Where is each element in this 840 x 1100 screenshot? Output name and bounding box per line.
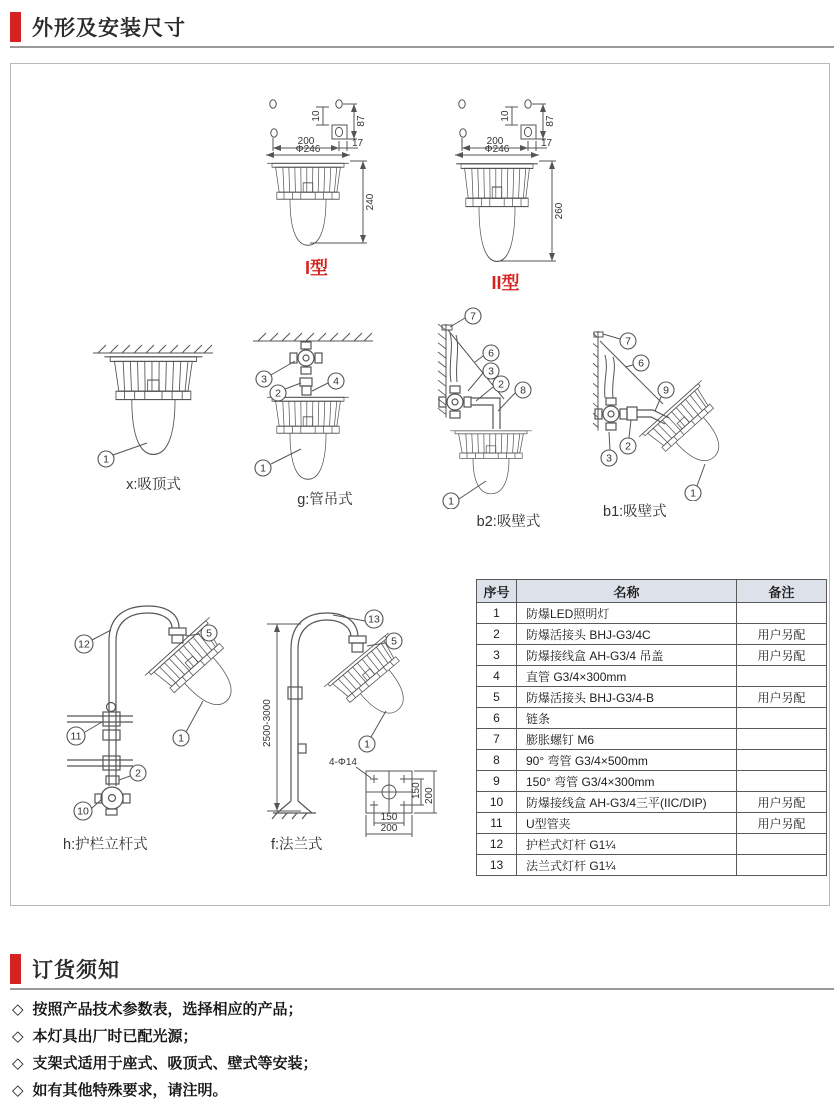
svg-text:150: 150 xyxy=(411,782,422,799)
diamond-bullet: ◇ xyxy=(12,1082,24,1099)
cell-no: 12 xyxy=(477,834,517,855)
table-row xyxy=(477,645,827,666)
callout-1 xyxy=(255,449,301,476)
callout-7 xyxy=(603,333,636,349)
col-header-no: 序号 xyxy=(477,580,517,603)
cell-name: 防爆活接头 BHJ-G3/4-B xyxy=(517,687,737,708)
cell-remark xyxy=(737,771,827,792)
cell-no: 7 xyxy=(477,729,517,750)
cell-no: 9 xyxy=(477,771,517,792)
svg-text:9: 9 xyxy=(663,384,669,397)
svg-text:10: 10 xyxy=(500,110,511,122)
callout-2 xyxy=(119,765,146,781)
cell-no: 11 xyxy=(477,813,517,834)
type2-dimension-drawing xyxy=(433,83,578,273)
svg-text:5: 5 xyxy=(391,635,397,648)
callout-7 xyxy=(450,308,481,327)
svg-text:1: 1 xyxy=(448,495,454,508)
callout-10 xyxy=(74,800,101,820)
cell-remark xyxy=(737,750,827,771)
svg-text:3: 3 xyxy=(261,373,267,386)
pipe-mount-drawing xyxy=(239,331,411,486)
table-row xyxy=(477,792,827,813)
table-row xyxy=(477,834,827,855)
svg-text:4-Φ14: 4-Φ14 xyxy=(329,757,357,768)
callout-3 xyxy=(601,432,617,466)
figure-ceiling-mount xyxy=(71,339,236,494)
callout-12 xyxy=(75,630,111,653)
svg-text:200: 200 xyxy=(424,787,435,804)
table-row xyxy=(477,603,827,624)
cell-name: 150° 弯管 G3/4×300mm xyxy=(517,771,737,792)
svg-text:2: 2 xyxy=(135,767,141,780)
svg-text:2: 2 xyxy=(275,387,281,400)
cell-name: 膨胀螺钉 M6 xyxy=(517,729,737,750)
callout-6 xyxy=(625,355,649,371)
cell-name: 防爆活接头 BHJ-G3/4C xyxy=(517,624,737,645)
svg-text:3: 3 xyxy=(606,452,612,465)
note-text: 如有其他特殊要求，请注明。 xyxy=(32,1082,228,1099)
type1-dimension-drawing xyxy=(244,83,389,258)
svg-text:200: 200 xyxy=(380,823,398,834)
cell-remark xyxy=(737,729,827,750)
cell-no: 10 xyxy=(477,792,517,813)
svg-text:Φ246: Φ246 xyxy=(295,144,321,155)
figure-pipe-mount xyxy=(239,331,411,509)
ordering-note xyxy=(12,1027,318,1046)
cell-remark xyxy=(737,708,827,729)
svg-text:2: 2 xyxy=(498,378,504,391)
figure-wall-mount-b2 xyxy=(426,301,591,531)
cell-remark xyxy=(737,666,827,687)
cell-no: 13 xyxy=(477,855,517,876)
cell-remark: 用户另配 xyxy=(737,645,827,666)
figure-caption: g:管吊式 xyxy=(297,492,353,508)
cell-remark xyxy=(737,834,827,855)
figure-caption: b2:吸壁式 xyxy=(476,514,541,530)
svg-text:7: 7 xyxy=(470,310,476,323)
table-row xyxy=(477,729,827,750)
cell-name: U型管夹 xyxy=(517,813,737,834)
cell-name: 防爆LED照明灯 xyxy=(517,603,737,624)
note-text: 本灯具出厂时已配光源； xyxy=(32,1028,198,1045)
callout-1 xyxy=(685,464,705,501)
callout-2 xyxy=(620,420,636,454)
cell-no: 6 xyxy=(477,708,517,729)
diamond-bullet: ◇ xyxy=(12,1055,24,1072)
callout-2 xyxy=(270,383,301,401)
svg-text:10: 10 xyxy=(311,110,322,122)
svg-text:13: 13 xyxy=(368,613,380,626)
wall-mount-b2-drawing xyxy=(426,301,591,509)
svg-text:6: 6 xyxy=(638,357,644,370)
ordering-note xyxy=(12,1054,318,1073)
svg-text:240: 240 xyxy=(365,193,376,211)
ceiling-mount-drawing xyxy=(71,339,236,471)
cell-name: 90° 弯管 G3/4×500mm xyxy=(517,750,737,771)
ordering-note xyxy=(12,1081,318,1100)
callout-6 xyxy=(475,345,499,362)
flange-pole-drawing xyxy=(261,589,466,841)
cell-name: 链条 xyxy=(517,708,737,729)
lamp-drawing xyxy=(267,397,349,479)
svg-text:11: 11 xyxy=(70,730,82,743)
col-header-remark: 备注 xyxy=(737,580,827,603)
section-title: 外形及安装尺寸 xyxy=(32,17,186,40)
table-row xyxy=(477,813,827,834)
type2-label: II型 xyxy=(491,273,520,293)
cell-remark: 用户另配 xyxy=(737,687,827,708)
svg-text:200: 200 xyxy=(297,136,315,147)
svg-text:12: 12 xyxy=(78,638,90,651)
ordering-notes-list xyxy=(12,1000,318,1100)
section-header-dimensions xyxy=(10,8,834,48)
svg-text:87: 87 xyxy=(545,115,556,127)
svg-text:1: 1 xyxy=(364,738,370,751)
callout-1 xyxy=(173,701,203,746)
svg-text:4: 4 xyxy=(333,375,339,388)
callout-2 xyxy=(476,376,509,401)
ordering-note xyxy=(12,1000,318,1019)
callout-1 xyxy=(443,481,486,509)
figure-caption: f:法兰式 xyxy=(271,837,323,853)
parts-table xyxy=(476,579,827,876)
diamond-bullet: ◇ xyxy=(12,1001,24,1018)
note-text: 按照产品技术参数表，选择相应的产品； xyxy=(32,1001,303,1018)
section-header-ordering xyxy=(10,950,834,990)
svg-text:1: 1 xyxy=(178,732,184,745)
lamp-drawing xyxy=(450,431,532,494)
figure-type1 xyxy=(244,83,389,280)
lamp-drawing xyxy=(104,357,202,455)
callout-13 xyxy=(333,610,383,628)
cell-remark: 用户另配 xyxy=(737,624,827,645)
drawings-panel xyxy=(10,63,830,906)
cell-no: 2 xyxy=(477,624,517,645)
figure-guardrail-pole xyxy=(53,586,258,854)
figure-type2 xyxy=(433,83,578,295)
svg-text:17: 17 xyxy=(541,138,553,149)
guardrail-pole-drawing xyxy=(53,586,258,834)
svg-text:3: 3 xyxy=(488,365,494,378)
table-row xyxy=(477,624,827,645)
cell-remark xyxy=(737,603,827,624)
callout-9 xyxy=(655,382,674,411)
table-row xyxy=(477,750,827,771)
figure-caption: x:吸顶式 xyxy=(126,477,181,493)
cell-name: 防爆接线盒 AH-G3/4 吊盖 xyxy=(517,645,737,666)
svg-text:200: 200 xyxy=(486,136,504,147)
type1-label: I型 xyxy=(304,258,328,278)
cell-no: 1 xyxy=(477,603,517,624)
svg-text:1: 1 xyxy=(690,487,696,500)
svg-text:87: 87 xyxy=(356,115,367,127)
red-accent-bar xyxy=(10,954,21,984)
cell-remark: 用户另配 xyxy=(737,792,827,813)
cell-name: 法兰式灯杆 G1¼ xyxy=(517,855,737,876)
note-text: 支架式适用于座式、吸顶式、壁式等安装； xyxy=(32,1055,318,1072)
svg-text:10: 10 xyxy=(77,805,89,818)
svg-text:8: 8 xyxy=(520,384,526,397)
cell-no: 5 xyxy=(477,687,517,708)
cell-remark xyxy=(737,855,827,876)
figure-flange-pole xyxy=(261,589,466,854)
cell-name: 护栏式灯杆 G1¼ xyxy=(517,834,737,855)
col-header-name: 名称 xyxy=(517,580,737,603)
svg-text:2: 2 xyxy=(625,440,631,453)
lamp-drawing xyxy=(456,164,538,262)
callout-1 xyxy=(359,711,386,752)
svg-text:150: 150 xyxy=(380,812,398,823)
cell-no: 4 xyxy=(477,666,517,687)
table-row xyxy=(477,855,827,876)
callout-11 xyxy=(67,722,102,745)
cell-name: 直管 G3/4×300mm xyxy=(517,666,737,687)
figure-wall-mount-b1 xyxy=(593,319,765,521)
table-row xyxy=(477,666,827,687)
svg-text:5: 5 xyxy=(206,627,212,640)
table-row xyxy=(477,771,827,792)
callout-1 xyxy=(98,443,147,467)
section-title: 订货须知 xyxy=(32,959,120,982)
table-row xyxy=(477,708,827,729)
diamond-bullet: ◇ xyxy=(12,1028,24,1045)
cell-name: 防爆接线盒 AH-G3/4三平(IIC/DIP) xyxy=(517,792,737,813)
figure-caption: h:护栏立杆式 xyxy=(63,837,148,853)
wall-mount-b1-drawing xyxy=(593,319,765,501)
svg-text:6: 6 xyxy=(488,347,494,360)
svg-text:7: 7 xyxy=(625,335,631,348)
svg-text:2500-3000: 2500-3000 xyxy=(262,699,273,747)
svg-text:17: 17 xyxy=(352,138,364,149)
red-accent-bar xyxy=(10,12,21,42)
svg-text:Φ246: Φ246 xyxy=(484,144,510,155)
svg-text:1: 1 xyxy=(103,453,109,466)
cell-no: 3 xyxy=(477,645,517,666)
callout-3 xyxy=(256,361,295,387)
callout-4 xyxy=(312,373,344,391)
cell-no: 8 xyxy=(477,750,517,771)
table-header-row xyxy=(477,580,827,603)
svg-text:260: 260 xyxy=(554,202,565,220)
table-row xyxy=(477,687,827,708)
lamp-drawing xyxy=(324,633,430,737)
svg-text:1: 1 xyxy=(260,462,266,475)
cell-remark: 用户另配 xyxy=(737,813,827,834)
lamp-drawing xyxy=(267,163,349,245)
figure-caption: b1:吸壁式 xyxy=(603,504,667,520)
